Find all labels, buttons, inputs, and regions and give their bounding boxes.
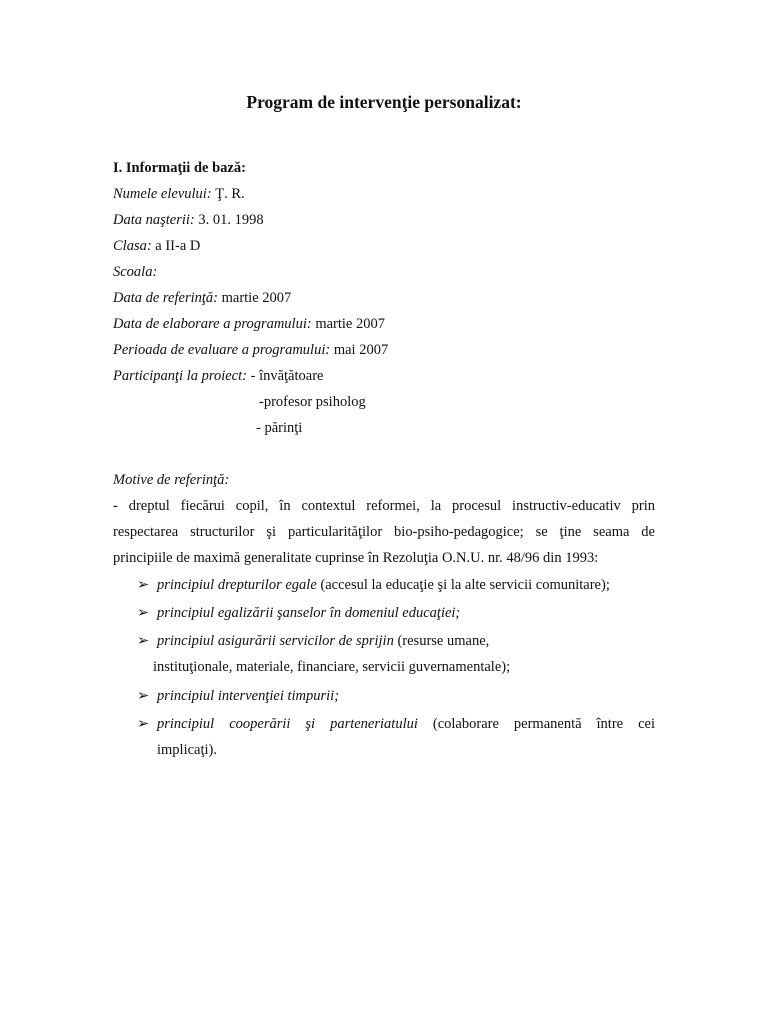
field-label: Numele elevului: bbox=[113, 186, 212, 202]
field-birth-date bbox=[113, 210, 264, 230]
field-label: Data naşterii: bbox=[113, 212, 195, 228]
field-label: Clasa: bbox=[113, 238, 152, 254]
principle-name: principiul asigurării servicilor de sprijin bbox=[157, 633, 394, 649]
principle-detail: (colaborare permanentă între cei bbox=[417, 716, 655, 732]
arrow-bullet-icon: ➢ bbox=[137, 633, 150, 649]
field-reference-date bbox=[113, 288, 291, 308]
principle-item bbox=[157, 631, 489, 651]
principle-item bbox=[157, 714, 655, 734]
field-value: - învăţătoare bbox=[250, 368, 324, 384]
principle-detail: (accesul la educaţie şi la alte servicii comunitare); bbox=[316, 577, 610, 593]
field-label: Participanţi la proiect: bbox=[113, 368, 247, 384]
field-value: a II-a D bbox=[155, 238, 201, 254]
field-value: 3. 01. 1998 bbox=[198, 212, 264, 228]
motive-heading: Motive de referinţă: bbox=[113, 472, 230, 488]
field-value: Ţ. R. bbox=[215, 186, 245, 202]
field-label: Data de elaborare a programului: bbox=[113, 316, 312, 332]
section-heading: I. Informaţii de bază: bbox=[113, 160, 246, 176]
field-student-name bbox=[113, 184, 245, 204]
field-participants bbox=[113, 366, 323, 386]
field-value: martie 2007 bbox=[221, 290, 292, 306]
field-school bbox=[113, 262, 157, 282]
participant-item: - părinţi bbox=[256, 420, 303, 436]
field-label: Perioada de evaluare a programului: bbox=[113, 342, 331, 358]
field-evaluation-period bbox=[113, 340, 388, 360]
field-label: Data de referinţă: bbox=[113, 290, 218, 306]
arrow-bullet-icon: ➢ bbox=[137, 716, 150, 732]
principle-name: principiul drepturilor egale bbox=[157, 577, 317, 593]
motive-paragraph-line: respectarea structurilor şi particularităţilor bio-psiho-pedagogice; se ţine seama de bbox=[113, 524, 655, 540]
principle-item bbox=[157, 603, 460, 623]
field-class bbox=[113, 236, 200, 256]
principle-detail: (resurse umane, bbox=[393, 633, 490, 649]
motive-paragraph-line: - dreptul fiecărui copil, în contextul reformei, la procesul instructiv-educativ prin bbox=[113, 498, 655, 514]
field-value: mai 2007 bbox=[333, 342, 389, 358]
principle-name: principiul egalizării şanselor în domeniul educaţiei; bbox=[157, 605, 461, 621]
field-label: Scoala: bbox=[113, 264, 158, 280]
principle-item bbox=[157, 686, 339, 706]
principle-item bbox=[157, 575, 610, 595]
participant-item: -profesor psiholog bbox=[259, 394, 366, 410]
principle-name: principiul intervenţiei timpurii; bbox=[157, 688, 340, 704]
document-title: Program de intervenţie personalizat: bbox=[246, 92, 522, 112]
principle-continuation: instituţionale, materiale, financiare, servicii guvernamentale); bbox=[153, 659, 511, 675]
motive-paragraph-line: principiile de maximă generalitate cuprinse în Rezoluţia O.N.U. nr. 48/96 din 1993: bbox=[113, 550, 599, 566]
principle-continuation: implicaţi). bbox=[157, 742, 217, 758]
arrow-bullet-icon: ➢ bbox=[137, 688, 150, 704]
field-elaboration-date bbox=[113, 314, 385, 334]
principle-name: principiul cooperării şi parteneriatului bbox=[157, 716, 418, 732]
arrow-bullet-icon: ➢ bbox=[137, 577, 150, 593]
arrow-bullet-icon: ➢ bbox=[137, 605, 150, 621]
field-value: martie 2007 bbox=[315, 316, 385, 332]
